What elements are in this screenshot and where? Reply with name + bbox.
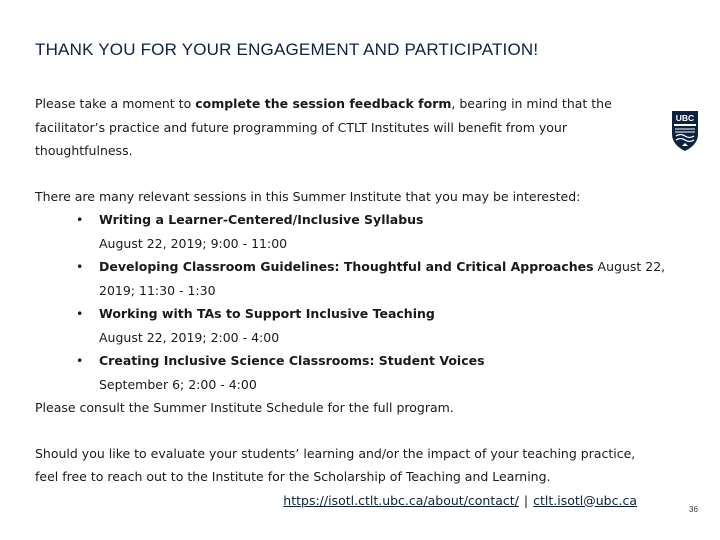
session-title: Working with TAs to Support Inclusive Teaching — [99, 306, 435, 321]
feedback-form-link[interactable]: complete the session feedback form — [195, 96, 452, 111]
session-item — [35, 255, 666, 279]
session-title: Writing a Learner-Centered/Inclusive Syllabus — [99, 212, 424, 227]
bullet: • — [76, 306, 84, 321]
contact-links — [35, 489, 637, 513]
schedule-note: Please consult the Summer Institute Schedule for the full program. — [35, 400, 454, 415]
bullet: • — [76, 259, 84, 274]
logo-text: UBC — [675, 113, 695, 123]
ubc-crest-logo — [671, 110, 699, 152]
intro-line-2: facilitator’s practice and future programming of CTLT Institutes will benefit from your — [35, 119, 567, 135]
link-separator: | — [523, 492, 529, 508]
session-date: August 22, 2019; 2:00 - 4:00 — [99, 329, 280, 345]
session-date: August 22, 2019; 9:00 - 11:00 — [99, 235, 288, 251]
contact-email-link[interactable]: ctlt.isotl@ubc.ca — [533, 492, 637, 508]
slide-body — [35, 92, 666, 512]
session-date: September 6; 2:00 - 4:00 — [99, 376, 257, 392]
session-title: Creating Inclusive Science Classrooms: Student Voices — [99, 353, 485, 368]
contact-url-link[interactable]: https://isotl.ctlt.ubc.ca/about/contact/ — [283, 492, 519, 508]
bullet: • — [76, 353, 84, 368]
session-item — [35, 208, 635, 232]
sessions-intro: There are many relevant sessions in this Summer Institute that you may be interested: — [35, 188, 581, 204]
intro-text: Please take a moment to — [35, 96, 196, 111]
intro-line — [35, 92, 635, 116]
closing-line-2: feel free to reach out to the Institute for the Scholarship of Teaching and Learning. — [35, 469, 551, 484]
page-number: 36 — [689, 505, 698, 514]
page-title: THANK YOU FOR YOUR ENGAGEMENT AND PARTICIPATION! — [35, 40, 539, 59]
session-date: 2019; 11:30 - 1:30 — [99, 282, 216, 298]
closing-line-1: Should you like to evaluate your students’ learning and/or the impact of your teaching practice, — [35, 445, 636, 461]
intro-line-3: thoughtfulness. — [35, 143, 133, 158]
session-item — [35, 349, 635, 373]
session-item — [35, 302, 635, 326]
session-date-start: August 22, — [593, 259, 666, 274]
session-title: Developing Classroom Guidelines: Thoughtful and Critical Approaches — [99, 259, 594, 274]
bullet: • — [76, 212, 84, 227]
intro-text-end: , bearing in mind that the — [451, 96, 612, 111]
